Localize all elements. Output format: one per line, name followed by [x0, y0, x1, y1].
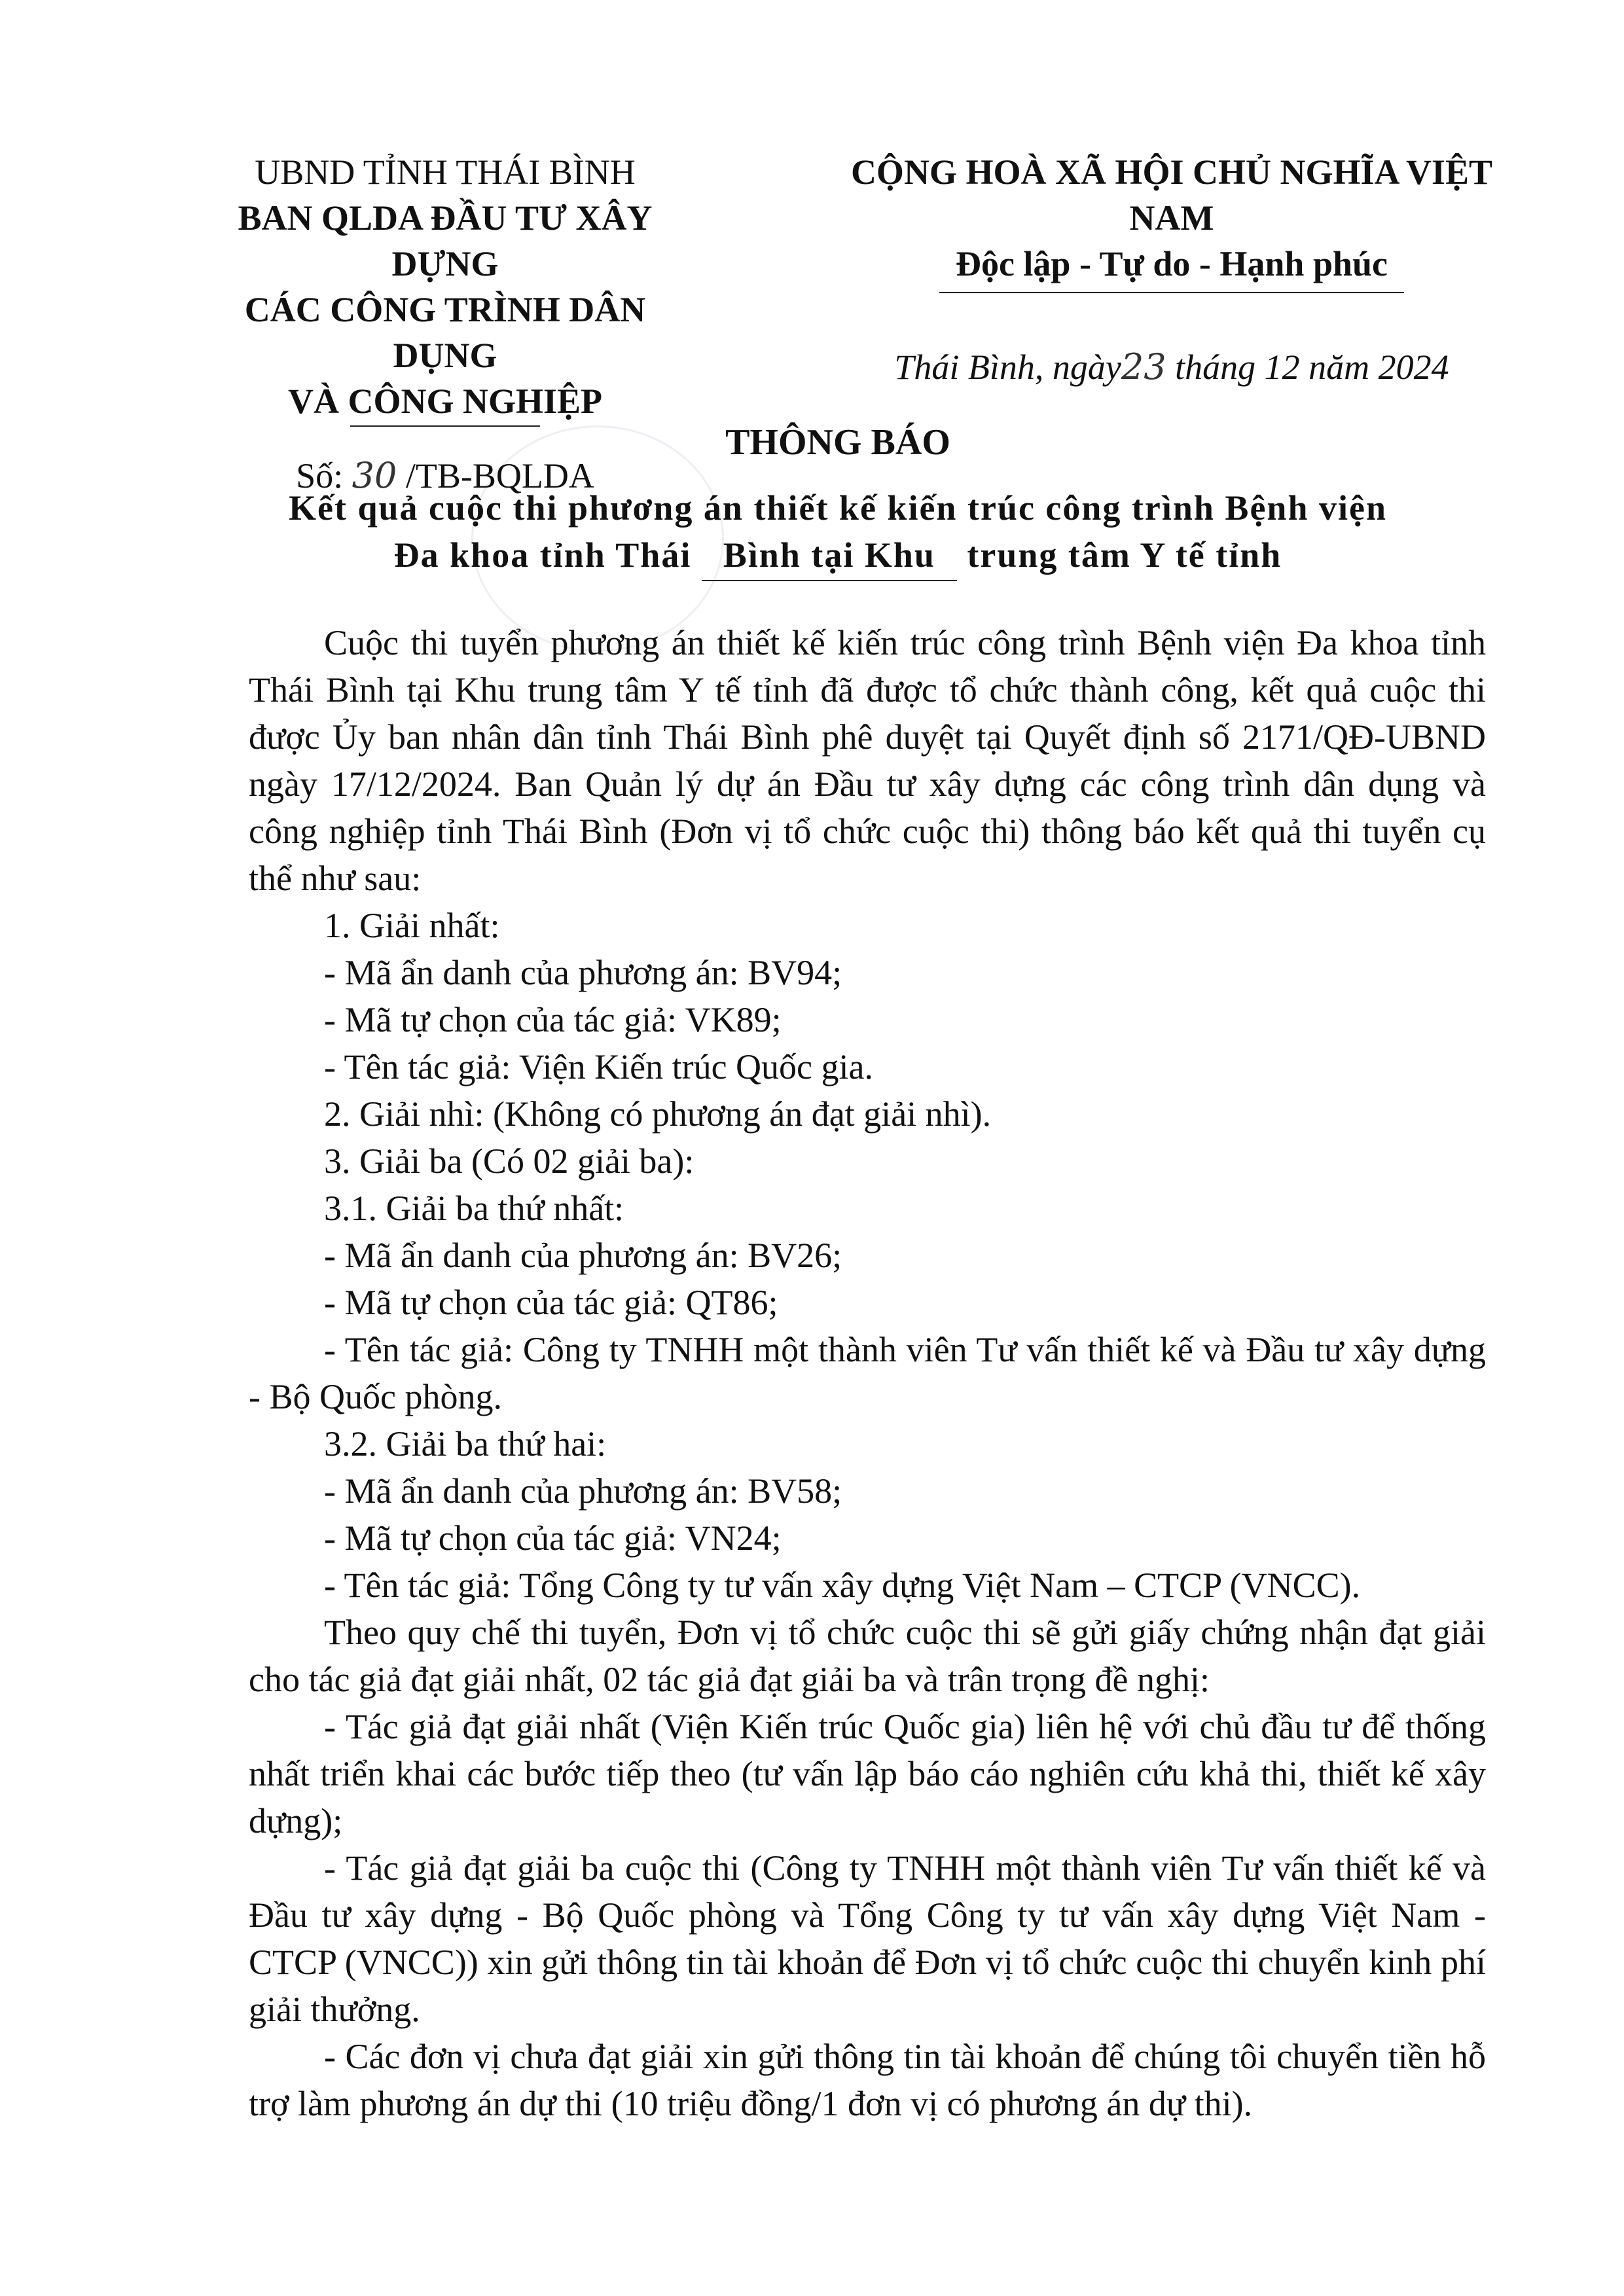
third-prize-1-code: - Mã ẩn danh của phương án: BV26; [324, 1236, 842, 1275]
first-prize-code: - Mã ẩn danh của phương án: BV94; [324, 953, 842, 992]
org-name-line-3: VÀ CÔNG NGHIỆP [287, 382, 602, 421]
date-day-handwritten: 23 [1121, 346, 1166, 387]
national-header-block [805, 149, 1538, 390]
request-3: - Các đơn vị chưa đạt giải xin gửi thông tin tài khoản để chúng tôi chuyển tiền hỗ trợ làm phương án dự thi (10 triệu đồng/1 đơn vị có phương án dự thi). [249, 2037, 1486, 2123]
rules-paragraph: Theo quy chế thi tuyển, Đơn vị tổ chức cuộc thi sẽ gửi giấy chứng nhận đạt giải cho tác giả đạt giải nhất, 02 tác giả đạt giải ba và trân trọng đề nghị: [249, 1613, 1486, 1699]
request-2: - Tác giả đạt giải ba cuộc thi (Công ty TNHH một thành viên Tư vấn thiết kế và Đầu tư xây dựng - Bộ Quốc phòng và Tổng Công ty tư vấn xây dựng Việt Nam - CTCP (VNCC)) xin gửi thông tin tài khoản để Đơn vị tổ chức cuộc thi chuyển kinh phí giải thưởng. [249, 1848, 1486, 2029]
number-handwritten: 30 [352, 455, 397, 496]
nation-title: CỘNG HOÀ XÃ HỘI CHỦ NGHĨA VIỆT NAM [850, 152, 1493, 238]
first-prize-heading: 1. Giải nhất: [324, 906, 500, 945]
second-prize-heading: 2. Giải nhì: (Không có phương án đạt giải nhì). [324, 1094, 992, 1134]
date-prefix: Thái Bình, ngày [894, 348, 1121, 387]
document-date [805, 344, 1538, 390]
title-block [196, 419, 1479, 581]
third-prize-1-heading: 3.1. Giải ba thứ nhất: [324, 1189, 624, 1228]
third-prize-2-self-code: - Mã tự chọn của tác giả: VN24; [324, 1518, 782, 1558]
subtitle-line-2-part-b [702, 531, 957, 581]
third-prize-2-author: - Tên tác giả: Tổng Công ty tư vấn xây dựng Việt Nam – CTCP (VNCC). [324, 1566, 1361, 1605]
third-prize-1-author: - Tên tác giả: Công ty TNHH một thành viên Tư vấn thiết kế và Đầu tư xây dựng - Bộ Quốc phòng. [249, 1330, 1486, 1416]
intro-paragraph: Cuộc thi tuyển phương án thiết kế kiến trúc công trình Bệnh viện Đa khoa tỉnh Thái Bình tại Khu trung tâm Y tế tỉnh đã được tổ chức thành công, kết quả cuộc thi được Ủy ban nhân dân tỉnh Thái Bình phê duyệt tại Quyết định số 2171/QĐ-UBND ngày 17/12/2024. Ban Quản lý dự án Đầu tư xây dựng các công trình dân dụng và công nghiệp tỉnh Thái Bình (Đơn vị tổ chức cuộc thi) thông báo kết quả thi tuyển cụ thể như sau: [249, 623, 1486, 898]
subtitle-line-2-part-c: trung tâm Y tế tỉnh [956, 535, 1282, 575]
org-name-line-1: BAN QLDA ĐẦU TƯ XÂY DỰNG [238, 198, 653, 283]
third-prize-heading: 3. Giải ba (Có 02 giải ba): [324, 1141, 695, 1181]
third-prize-2-code: - Mã ẩn danh của phương án: BV58; [324, 1471, 842, 1511]
subtitle-underlined-text: Bình tại Khu [723, 535, 935, 575]
national-motto: Độc lập - Tự do - Hạnh phúc [955, 244, 1388, 283]
subtitle-line-1: Kết quả cuộc thi phương án thiết kế kiến trúc công trình Bệnh viện [289, 488, 1387, 528]
subtitle-line-2-part-a: Đa khoa tỉnh Thái [393, 535, 702, 575]
subtitle-underline [702, 580, 957, 581]
document-body [249, 619, 1486, 2127]
org-name-line-2: CÁC CÔNG TRÌNH DÂN DỤNG [244, 290, 646, 375]
third-prize-2-heading: 3.2. Giải ba thứ hai: [324, 1424, 607, 1463]
number-suffix: /TB-BQLDA [405, 456, 594, 495]
date-suffix: tháng 12 năm 2024 [1175, 348, 1449, 387]
request-1: - Tác giả đạt giải nhất (Viện Kiến trúc Quốc gia) liên hệ với chủ đầu tư để thống nhất triển khai các bước tiếp theo (tư vấn lập báo cáo nghiên cứu khả thi, thiết kế xây dựng); [249, 1707, 1486, 1840]
authority-name: UBND TỈNH THÁI BÌNH [255, 152, 636, 192]
third-prize-1-self-code: - Mã tự chọn của tác giả: QT86; [324, 1283, 778, 1322]
document-title: THÔNG BÁO [725, 422, 950, 463]
document-subtitle [196, 484, 1479, 581]
subtitle-line-2 [196, 531, 1479, 581]
motto-underline [939, 292, 1404, 293]
number-prefix: Số: [296, 456, 344, 495]
first-prize-author: - Tên tác giả: Viện Kiến trúc Quốc gia. [324, 1047, 873, 1086]
first-prize-self-code: - Mã tự chọn của tác giả: VK89; [324, 1000, 782, 1039]
